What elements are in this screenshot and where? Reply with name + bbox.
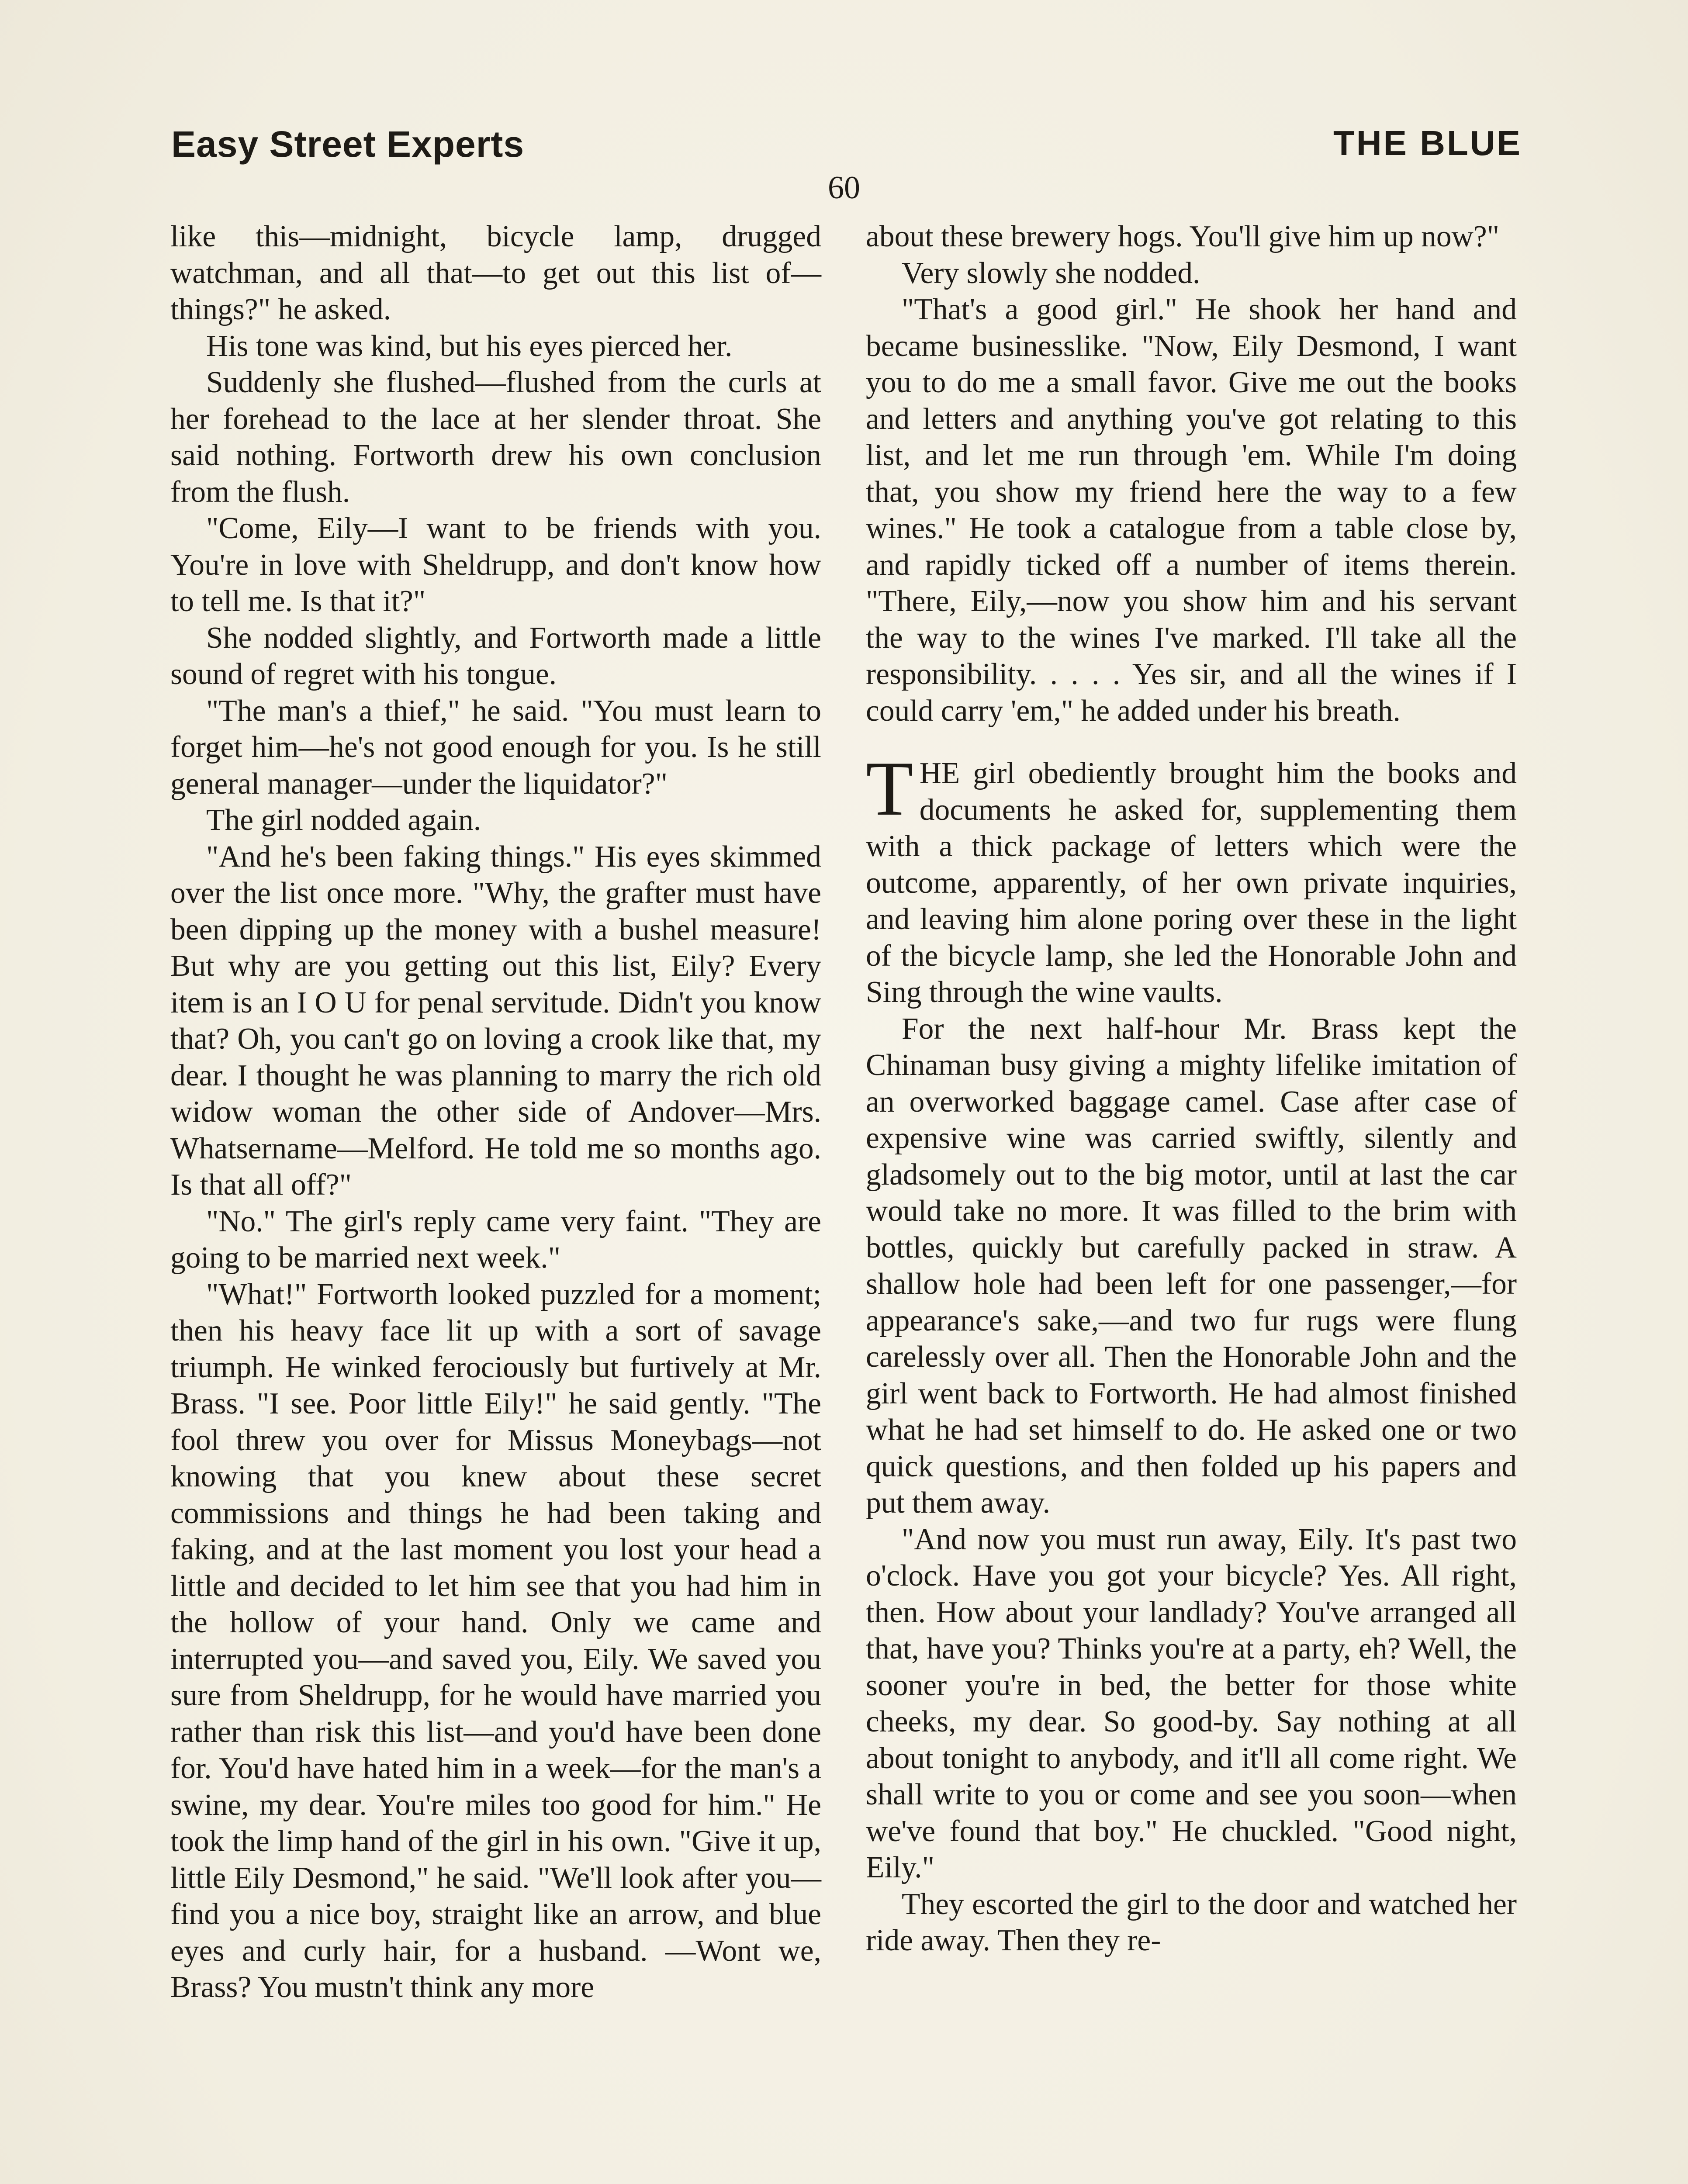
page-header: [171, 123, 1522, 171]
paragraph: like this—midnight, bicycle lamp, drugged watchman, and all that—to get out this list of—things?" he asked.: [170, 220, 821, 326]
magazine-name: THE BLUE: [1333, 124, 1522, 162]
paragraph: Very slowly she nodded.: [902, 256, 1200, 290]
paragraph: "No." The girl's reply came very faint. "They are going to be married next week.": [170, 1204, 821, 1275]
paragraph: For the next half-hour Mr. Brass kept the Chinaman busy giving a mighty lifelike imitation of an overworked baggage camel. Case after case of expensive wine was carried swiftly, silently and gladsomely out to the big motor, until at last the car would take no more. It was filled to the brim with bottles, quickly but carefully packed in straw. A shallow hole had been left for one passenger,—for appearance's sake,—and two fur rugs were flung carelessly over all. Then the Honorable John and the girl went back to Fortworth. He had almost finished what he had set himself to do. He asked one or two quick questions, and then folded up his papers and put them away.: [866, 1012, 1517, 1520]
paragraph: The girl nodded again.: [206, 803, 481, 837]
paragraph: His tone was kind, but his eyes pierced her.: [206, 329, 733, 363]
paragraph: They escorted the girl to the door and watched her ride away. Then they re-: [866, 1887, 1517, 1957]
paragraph: "And he's been faking things." His eyes skimmed over the list once more. "Why, the grafter must have been dipping up the money with a bushel measure! But why are you getting out this list, Eily? Every item is an I O U for penal servitude. Didn't you know that? Oh, you can't go on loving a crook like that, my dear. I thought he was planning to marry the rich old widow woman the other side of Andover—Mrs. Whatsername—Melford. He told me so months ago. Is that all off?": [170, 840, 821, 1202]
running-title: Easy Street Experts: [171, 124, 525, 165]
section-opening-text: HE girl obediently brought him the books and documents he asked for, supplementing them with a thick package of letters which were the outcome, apparently, of her own private inquiries, and leaving him alone poring over these in the light of the bicycle lamp, she led the Honorable John and Sing through the wine vaults.: [866, 757, 1517, 1009]
drop-cap: T: [866, 745, 913, 832]
paragraph: "What!" Fortworth looked puzzled for a moment; then his heavy face lit up with a sort of savage triumph. He winked ferociously but furtively at Mr. Brass. "I see. Poor little Eily!" he said gently. "The fool threw you over for Missus Moneybags—not knowing that you knew about these secret commissions and things he had been taking and faking, and at the last moment you lost your head a little and decided to let him see that you had him in the hollow of your hand. Only we came and interrupted you—and saved you, Eily. We saved you sure from Sheldrupp, for he would have married you rather than risk this list—and you'd have been done for. You'd have hated him in a week—for the man's a swine, my dear. You're miles too good for him." He took the limp hand of the girl in his own. "Give it up, little Eily Desmond," he said. "We'll look after you—find you a nice boy, straight like an arrow, and blue eyes and curly hair, for a husband. —Wont we, Brass? You mustn't think any more: [170, 1277, 821, 2004]
paragraph: She nodded slightly, and Fortworth made a little sound of regret with his tongue.: [170, 621, 821, 691]
paragraph: about these brewery hogs. You'll give him up now?": [866, 220, 1500, 253]
paragraph: "The man's a thief," he said. "You must learn to forget him—he's not good enough for you. Is he still general manager—under the liquidator?": [170, 694, 821, 801]
left-column: [170, 218, 821, 2006]
paragraph: "That's a good girl." He shook her hand and became businesslike. "Now, Eily Desmond, I want you to do me a small favor. Give me out the books and letters and anything you've got relating to this list, and let me run through 'em. While I'm doing that, you show my friend here the way to a few wines." He took a catalogue from a table close by, and rapidly ticked off a number of items therein. "There, Eily,—now you show him and his servant the way to the wines I've marked. I'll take all the responsibility. . . . . Yes sir, and all the wines if I could carry 'em," he added under his breath.: [866, 293, 1517, 728]
paragraph: "And now you must run away, Eily. It's past two o'clock. Have you got your bicycle? Yes. All right, then. How about your landlady? You've arranged all that, have you? Thinks you're at a party, eh? Well, the sooner you're in bed, the better for those white cheeks, my dear. So good-by. Say nothing at all about tonight to anybody, and it'll all come right. We shall write to you or come and see you soon—when we've found that boy." He chuckled. "Good night, Eily.": [866, 1522, 1517, 1884]
paragraph: "Come, Eily—I want to be friends with you. You're in love with Sheldrupp, and don't know how to tell me. Is that it?": [170, 511, 821, 618]
paragraph: Suddenly she flushed—flushed from the curls at her forehead to the lace at her slender throat. She said nothing. Fortworth drew his own conclusion from the flush.: [170, 366, 821, 509]
section-opening-paragraph: [866, 745, 1517, 1011]
right-column: [866, 218, 1517, 1959]
page-number: 60: [828, 170, 860, 206]
